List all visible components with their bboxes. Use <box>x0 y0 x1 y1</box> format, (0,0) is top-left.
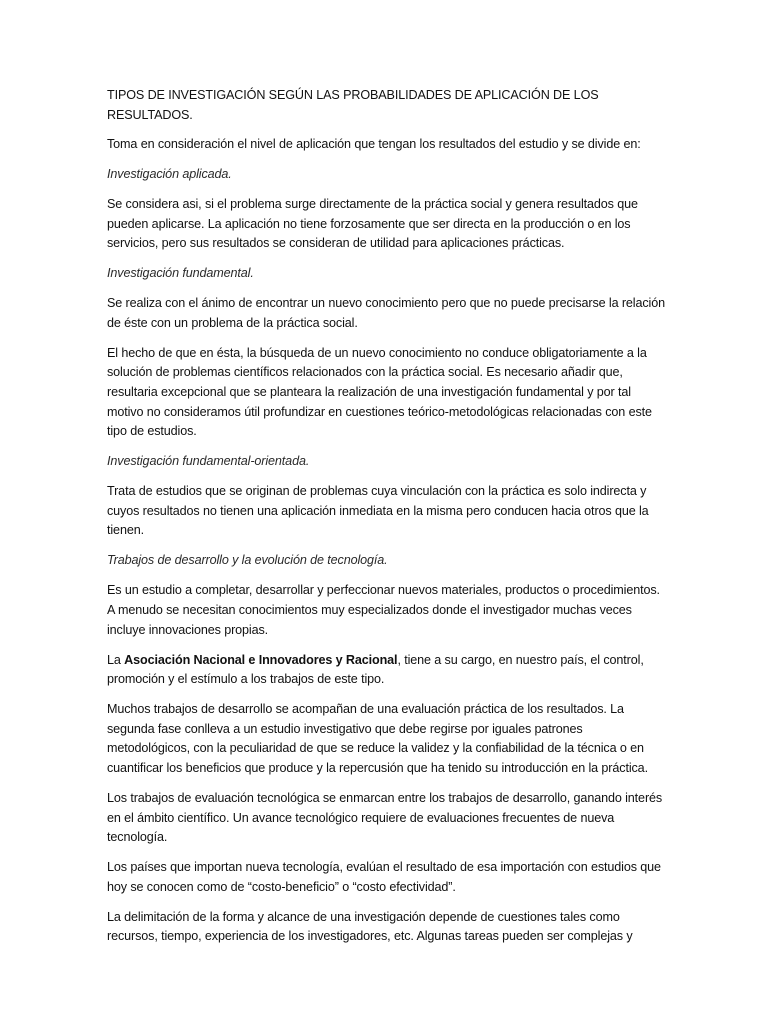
subheading-investigacion-fundamental: Investigación fundamental. <box>107 266 254 281</box>
paragraph-delimitacion: La delimitación de la forma y alcance de una investigación depende de cuestiones tales como recursos, tiempo, experiencia de los investigadores, etc. Algunas tareas pueden ser complejas y <box>107 909 633 944</box>
document-page <box>107 86 667 957</box>
paragraph-asociacion <box>107 651 667 690</box>
paragraph-asociacion-lead: La <box>107 652 125 667</box>
intro-paragraph: Toma en consideración el nivel de aplicación que tengan los resultados del estudio y se divide en: <box>107 137 641 152</box>
paragraph-desarrollo-1: Es un estudio a completar, desarrollar y perfeccionar nuevos materiales, productos o procedimientos. A menudo se necesitan conocimientos muy especializados donde el investigador muchas veces incluye innovaciones propias. <box>107 583 660 637</box>
paragraph-fundamental-1: Se realiza con el ánimo de encontrar un nuevo conocimiento pero que no puede precisarse la relación de éste con un problema de la práctica social. <box>107 296 665 330</box>
paragraph-fundamental-orientada: Trata de estudios que se originan de problemas cuya vinculación con la práctica es solo indirecta y cuyos resultados no tienen una aplicación inmediata en la misma pero conducen hacia otros que la tienen. <box>107 484 649 538</box>
paragraph-asociacion-text: , tiene a su cargo, en nuestro país, el control, promoción y el estímulo a los trabajos de este tipo. <box>107 652 644 687</box>
paragraph-desarrollo-2: Muchos trabajos de desarrollo se acompañan de una evaluación práctica de los resultados. La segunda fase conlleva a un estudio investigativo que debe regirse por iguales patrones metodológicos, con la peculiaridad de que se reduce la validez y la confiabilidad de la técnica o en cuantificar los beneficios que produce y la repercusión que ha tenido su introducción en la práctica. <box>107 702 648 775</box>
paragraph-evaluacion-tecnologica: Los trabajos de evaluación tecnológica se enmarcan entre los trabajos de desarrollo, ganando interés en el ámbito científico. Un avance tecnológico requiere de evaluaciones frecuentes de nueva tecnología. <box>107 790 663 845</box>
subheading-fundamental-orientada: Investigación fundamental-orientada. <box>107 454 310 469</box>
document-title: TIPOS DE INVESTIGACIÓN SEGÚN LAS PROBABILIDADES DE APLICACIÓN DE LOS RESULTADOS. <box>107 88 599 122</box>
paragraph-asociacion-bold: Asociación Nacional e Innovadores y Racional <box>124 652 398 667</box>
paragraph-fundamental-2: El hecho de que en ésta, la búsqueda de un nuevo conocimiento no conduce obligatoriamente a la solución de problemas científicos relacionados con la práctica social. Es necesario añadir que, resultaria excepcional que se planteara la realización de una investigación fundamental y por tal motivo no consideramos útil profundizar en cuestiones teórico-metodológicas relacionadas con este tipo de estudios. <box>107 345 652 439</box>
subheading-trabajos-desarrollo: Trabajos de desarrollo y la evolución de tecnología. <box>107 553 388 568</box>
subheading-investigacion-aplicada: Investigación aplicada. <box>107 167 232 182</box>
paragraph-costo-beneficio: Los países que importan nueva tecnología, evalúan el resultado de esa importación con estudios que hoy se conocen como de “costo-beneficio” o “costo efectividad”. <box>107 860 661 894</box>
paragraph-aplicada: Se considera asi, si el problema surge directamente de la práctica social y genera resultados que pueden aplicarse. La aplicación no tiene forzosamente que ser directa en la producción o en los servicios, pero sus resultados se consideran de utilidad para aplicaciones prácticas. <box>107 197 638 251</box>
